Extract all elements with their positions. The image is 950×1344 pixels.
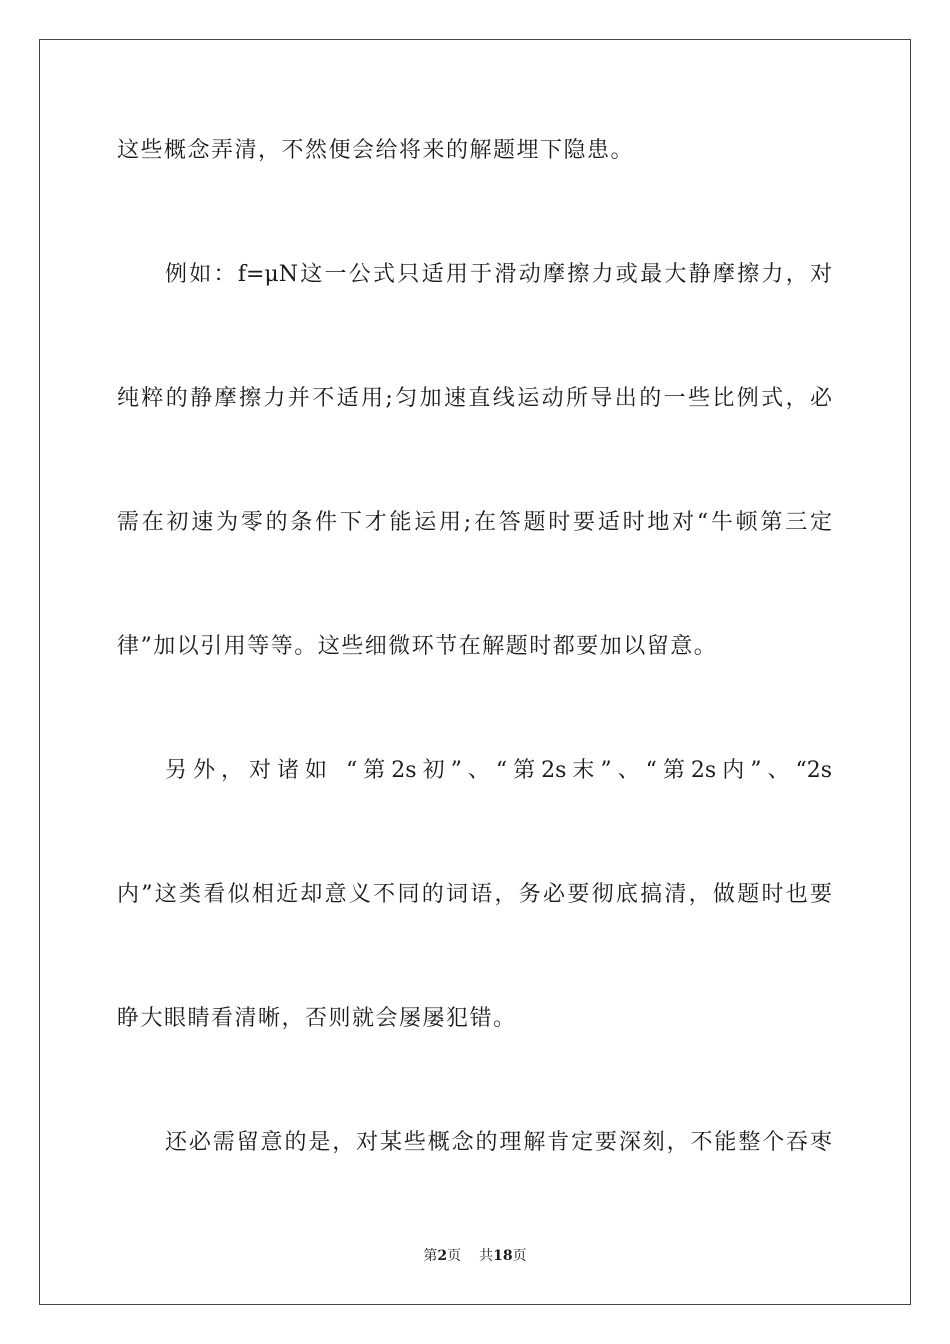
paragraph-line-5: 律”加以引用等等。这些细微环节在解题时都要加以留意。	[117, 634, 718, 659]
footer-total-pages: 18	[493, 1248, 513, 1264]
paragraph-line-7: 内”这类看似相近却意义不同的词语，务必要彻底搞清，做题时也要	[117, 882, 832, 907]
paragraph-line-1: 这些概念弄清，不然便会给将来的解题埋下隐患。	[117, 138, 635, 163]
paragraph-line-4: 需在初速为零的条件下才能运用;在答题时要适时地对“牛顿第三定	[117, 510, 832, 535]
paragraph-line-9: 还必需留意的是，对某些概念的理解肯定要深刻，不能整个吞枣	[165, 1130, 832, 1155]
page-footer	[0, 1247, 950, 1265]
page-border	[39, 39, 911, 1305]
footer-total-suffix: 页	[512, 1248, 527, 1264]
footer-page-suffix: 页	[447, 1248, 462, 1264]
paragraph-line-8: 睁大眼睛看清晰，否则就会屡屡犯错。	[117, 1006, 517, 1031]
paragraph-line-2: 例如：f=μN这一公式只适用于滑动摩擦力或最大静摩擦力，对	[165, 262, 832, 287]
paragraph-line-6: 另外，对诸如 “第2s初”、“第2s末”、“第2s内”、“2s	[165, 758, 832, 783]
footer-page-number: 2	[437, 1248, 448, 1264]
footer-page-prefix: 第	[423, 1248, 438, 1264]
paragraph-line-3: 纯粹的静摩擦力并不适用;匀加速直线运动所导出的一些比例式，必	[117, 386, 832, 411]
footer-total-prefix: 共	[479, 1248, 494, 1264]
